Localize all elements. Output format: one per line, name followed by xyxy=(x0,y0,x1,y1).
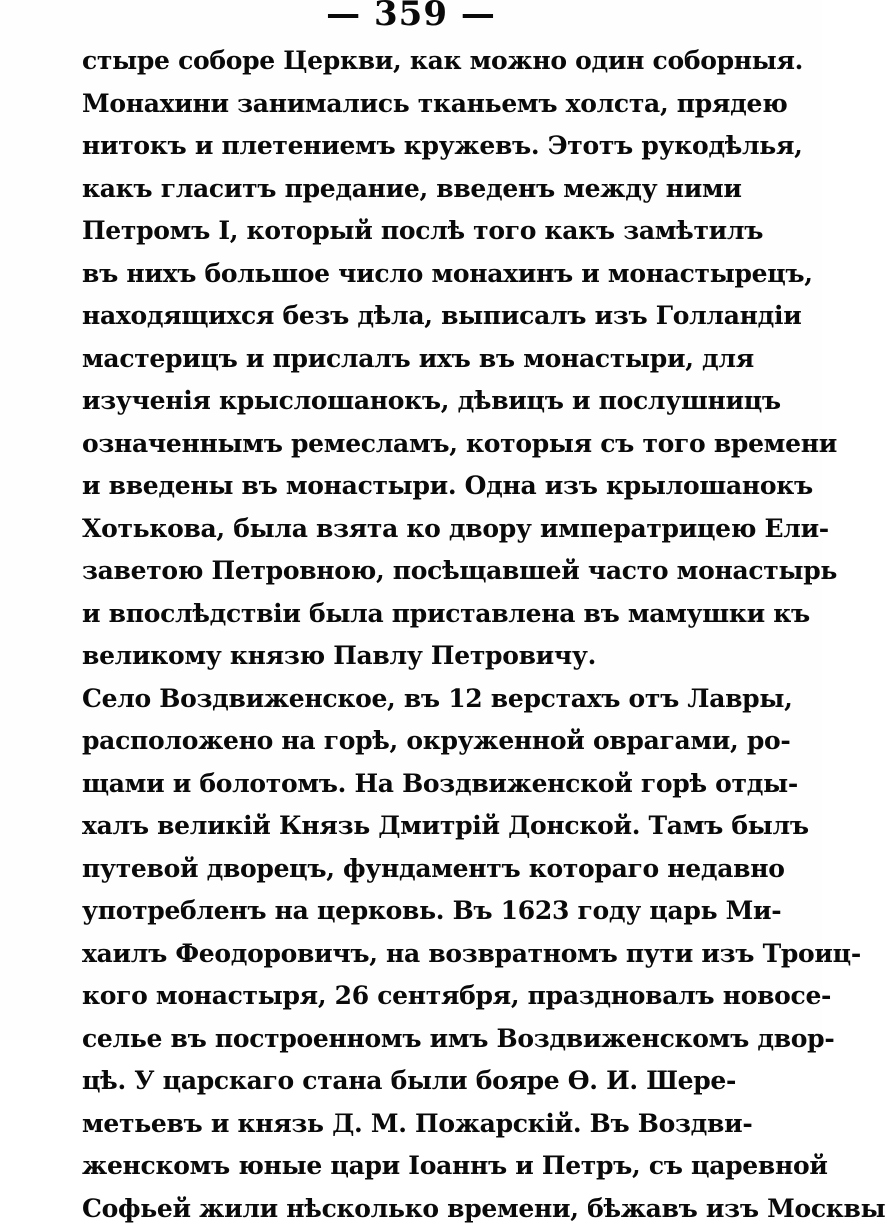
text-line: путевой дворецъ, фундаментъ котораго недавно xyxy=(82,848,732,891)
text-line: великому князю Павлу Петровичу. xyxy=(82,635,732,678)
text-line: заветою Петровною, посѣщавшей часто монастырь xyxy=(82,550,732,593)
text-line: стыре соборе Церкви, как можно один соборныя. xyxy=(82,40,732,83)
text-line: и введены въ монастыри. Одна изъ крылошанокъ xyxy=(82,465,732,508)
text-line: Монахини занимались тканьемъ холста, прядею xyxy=(82,83,732,126)
text-line: хаилъ Феодоровичъ, на возвратномъ пути изъ Троиц- xyxy=(82,933,732,976)
text-line: щами и болотомъ. На Воздвиженской горѣ отды- xyxy=(82,763,732,806)
text-line: расположено на горѣ, окруженной оврагами, ро- xyxy=(82,720,732,763)
text-line: селье въ построенномъ имъ Воздвиженскомъ двор- xyxy=(82,1018,732,1061)
text-line: нитокъ и плетениемъ кружевъ. Этотъ рукодѣлья, xyxy=(82,125,732,168)
text-line: въ нихъ большое число монахинъ и монастырецъ, xyxy=(82,253,732,296)
text-line: употребленъ на церковь. Въ 1623 году царь Ми- xyxy=(82,890,732,933)
text-line: означеннымъ ремесламъ, которыя съ того времени xyxy=(82,423,732,466)
text-line: Хотькова, была взята ко двору императрицею Ели- xyxy=(82,508,732,551)
text-line: кого монастыря, 26 сентября, праздновалъ новосе- xyxy=(82,975,732,1018)
text-line: женскомъ юные цари Іоаннъ и Петръ, съ царевной xyxy=(82,1145,732,1188)
text-line: и впослѣдствіи была приставлена въ мамушки къ xyxy=(82,593,732,636)
text-line: халъ великій Князь Дмитрій Донской. Тамъ былъ xyxy=(82,805,732,848)
text-line: мастерицъ и прислалъ ихъ въ монастыри, для xyxy=(82,338,732,381)
text-line: цѣ. У царскаго стана были бояре Ѳ. И. Шере- xyxy=(82,1060,732,1103)
text-line: какъ гласитъ предание, введенъ между ними xyxy=(82,168,732,211)
text-line: Софьей жили нѣсколько времени, бѣжавъ изъ Москвы xyxy=(82,1188,732,1230)
text-line: находящихся безъ дѣла, выписалъ изъ Голландіи xyxy=(82,295,732,338)
page-number: — 359 — xyxy=(0,0,822,34)
text-line: Петромъ I, который послѣ того какъ замѣтилъ xyxy=(82,210,732,253)
text-line: изученія крыслошанокъ, дѣвицъ и послушницъ xyxy=(82,380,732,423)
body-text xyxy=(82,40,732,1230)
text-line: Село Воздвиженское, въ 12 верстахъ отъ Лавры, xyxy=(82,678,732,721)
text-line: метьевъ и князь Д. М. Пожарскій. Въ Воздви- xyxy=(82,1103,732,1146)
